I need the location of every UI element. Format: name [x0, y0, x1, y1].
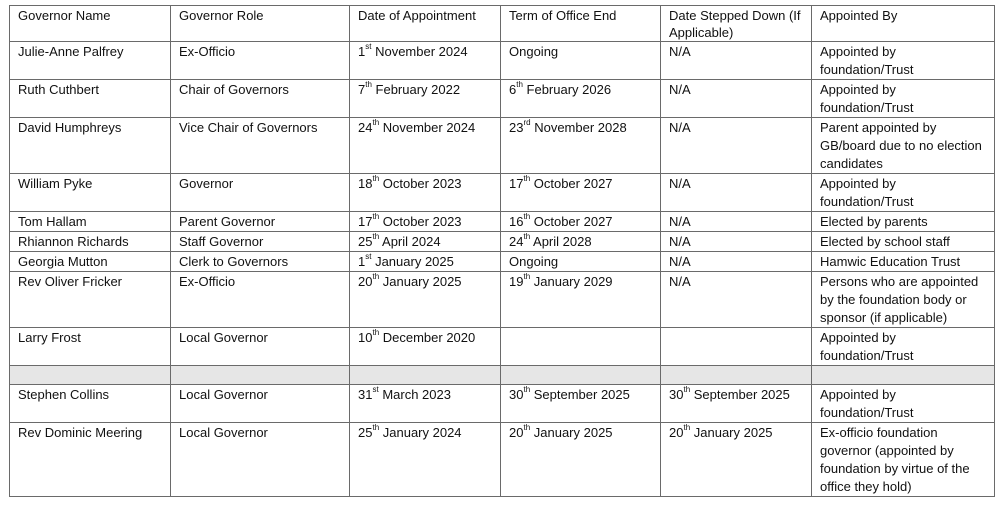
- governor-role-text: Ex-Officio: [179, 44, 236, 59]
- governor-role-text: Clerk to Governors: [179, 254, 289, 269]
- date-ordinal-suffix: th: [372, 272, 380, 281]
- appointed-by: [812, 42, 995, 80]
- governor-role: [171, 174, 350, 212]
- governor-name-text: Rev Oliver Fricker: [18, 274, 123, 289]
- document-page: [9, 5, 995, 497]
- governor-role-text: Staff Governor: [179, 234, 264, 249]
- date-rest: January 2025: [371, 254, 454, 269]
- governor-name: [10, 272, 171, 328]
- appointed-by: [812, 80, 995, 118]
- date-ordinal-suffix: st: [365, 252, 372, 261]
- date-stepped-down: [661, 272, 812, 328]
- governor-name: [10, 118, 171, 174]
- date-of-appointment: [350, 252, 501, 272]
- header-term-of-office-end: Term of Office End: [501, 6, 661, 42]
- date-rest: January 2025: [530, 425, 613, 440]
- date-ordinal-suffix: th: [372, 232, 380, 241]
- appointed-by: [812, 212, 995, 232]
- date-rest: N/A: [669, 274, 691, 289]
- governor-name: [10, 212, 171, 232]
- date-rest: N/A: [669, 254, 691, 269]
- appointed-by-text: Appointed by foundation/Trust: [820, 82, 914, 115]
- date-ordinal-suffix: th: [523, 272, 531, 281]
- date-day: 25: [358, 425, 373, 440]
- governor-name: [10, 423, 171, 497]
- date-ordinal-suffix: th: [523, 174, 531, 183]
- date-rest: Ongoing: [509, 44, 559, 59]
- term-of-office-end: [501, 118, 661, 174]
- date-rest: N/A: [669, 176, 691, 191]
- term-of-office-end: [501, 80, 661, 118]
- term-of-office-end: [501, 212, 661, 232]
- table-row: [10, 212, 995, 232]
- governor-role: [171, 272, 350, 328]
- term-of-office-end: [501, 328, 661, 366]
- appointed-by: [812, 252, 995, 272]
- governor-name: [10, 80, 171, 118]
- date-of-appointment: [350, 232, 501, 252]
- date-of-appointment: [350, 272, 501, 328]
- date-rest: December 2020: [379, 330, 476, 345]
- date-ordinal-suffix: th: [372, 212, 380, 221]
- term-of-office-end: [501, 385, 661, 423]
- date-day: 20: [669, 425, 684, 440]
- date-ordinal-suffix: th: [372, 423, 380, 432]
- governor-name: [10, 328, 171, 366]
- appointed-by-text: Elected by parents: [820, 214, 928, 229]
- appointed-by: [812, 174, 995, 212]
- governor-name: [10, 174, 171, 212]
- header-date-stepped-down: Date Stepped Down (If Applicable): [661, 6, 812, 42]
- date-ordinal-suffix: rd: [523, 118, 531, 127]
- appointed-by-text: Appointed by foundation/Trust: [820, 44, 914, 77]
- date-day: 20: [358, 274, 373, 289]
- appointed-by-text: Elected by school staff: [820, 234, 950, 249]
- date-ordinal-suffix: th: [523, 423, 531, 432]
- appointed-by-text: Appointed by foundation/Trust: [820, 176, 914, 209]
- appointed-by: [812, 232, 995, 252]
- term-of-office-end: [501, 42, 661, 80]
- table-row: [10, 42, 995, 80]
- table-row: [10, 174, 995, 212]
- date-stepped-down: [661, 80, 812, 118]
- governor-role-text: Chair of Governors: [179, 82, 289, 97]
- governor-name-text: Tom Hallam: [18, 214, 87, 229]
- date-rest: October 2023: [379, 214, 462, 229]
- term-of-office-end: [501, 174, 661, 212]
- date-rest: November 2028: [530, 120, 627, 135]
- date-rest: January 2024: [379, 425, 462, 440]
- date-day: 31: [358, 387, 373, 402]
- appointed-by: [812, 385, 995, 423]
- date-ordinal-suffix: th: [372, 174, 380, 183]
- date-of-appointment: [350, 212, 501, 232]
- date-stepped-down: [661, 42, 812, 80]
- governor-role-text: Ex-Officio: [179, 274, 236, 289]
- date-ordinal-suffix: th: [683, 385, 691, 394]
- header-appointed-by: Appointed By: [812, 6, 995, 42]
- date-day: 1: [358, 254, 366, 269]
- date-rest: N/A: [669, 82, 691, 97]
- governor-role: [171, 423, 350, 497]
- governor-role-text: Local Governor: [179, 425, 268, 440]
- governor-name: [10, 385, 171, 423]
- date-rest: October 2027: [530, 176, 613, 191]
- governor-name-text: Rhiannon Richards: [18, 234, 129, 249]
- date-ordinal-suffix: st: [372, 385, 379, 394]
- date-of-appointment: [350, 423, 501, 497]
- date-day: 30: [509, 387, 524, 402]
- governor-name: [10, 42, 171, 80]
- date-stepped-down: [661, 212, 812, 232]
- date-rest: October 2023: [379, 176, 462, 191]
- governor-name-text: Julie-Anne Palfrey: [18, 44, 124, 59]
- governor-role: [171, 385, 350, 423]
- date-rest: Ongoing: [509, 254, 559, 269]
- date-rest: October 2027: [530, 214, 613, 229]
- date-day: 24: [358, 120, 373, 135]
- current-governors: [10, 42, 995, 366]
- date-rest: January 2025: [690, 425, 773, 440]
- date-rest: April 2024: [379, 234, 441, 249]
- date-day: 20: [509, 425, 524, 440]
- governor-name-text: Rev Dominic Meering: [18, 425, 143, 440]
- date-of-appointment: [350, 42, 501, 80]
- appointed-by: [812, 423, 995, 497]
- table-row: [10, 328, 995, 366]
- date-day: 19: [509, 274, 524, 289]
- governor-name-text: William Pyke: [18, 176, 93, 191]
- term-of-office-end: [501, 272, 661, 328]
- governor-role: [171, 80, 350, 118]
- governor-name-text: Ruth Cuthbert: [18, 82, 99, 97]
- appointed-by-text: Appointed by foundation/Trust: [820, 330, 914, 363]
- governor-role: [171, 328, 350, 366]
- date-stepped-down: [661, 423, 812, 497]
- governor-role: [171, 118, 350, 174]
- date-rest: February 2026: [522, 82, 612, 97]
- date-day: 17: [358, 214, 373, 229]
- date-day: 7: [358, 82, 366, 97]
- appointed-by: [812, 118, 995, 174]
- date-rest: N/A: [669, 234, 691, 249]
- table-row: [10, 232, 995, 252]
- governor-role-text: Governor: [179, 176, 234, 191]
- past-governors: [10, 385, 995, 497]
- term-of-office-end: [501, 232, 661, 252]
- date-day: 25: [358, 234, 373, 249]
- governor-name-text: Larry Frost: [18, 330, 81, 345]
- governor-name: [10, 252, 171, 272]
- date-stepped-down: [661, 174, 812, 212]
- separator-row: [10, 366, 995, 385]
- governor-name-text: David Humphreys: [18, 120, 122, 135]
- date-rest: January 2029: [530, 274, 613, 289]
- date-rest: November 2024: [379, 120, 476, 135]
- date-of-appointment: [350, 174, 501, 212]
- governor-role: [171, 212, 350, 232]
- term-of-office-end: [501, 252, 661, 272]
- date-ordinal-suffix: th: [516, 80, 523, 89]
- date-ordinal-suffix: th: [372, 328, 380, 337]
- date-rest: March 2023: [378, 387, 451, 402]
- governor-role: [171, 252, 350, 272]
- date-day: 18: [358, 176, 373, 191]
- date-day: 6: [509, 82, 517, 97]
- date-day: 23: [509, 120, 524, 135]
- date-day: 10: [358, 330, 373, 345]
- date-rest: September 2025: [530, 387, 630, 402]
- date-of-appointment: [350, 328, 501, 366]
- governor-role-text: Local Governor: [179, 330, 268, 345]
- date-day: 24: [509, 234, 524, 249]
- date-rest: N/A: [669, 44, 691, 59]
- date-stepped-down: [661, 328, 812, 366]
- date-ordinal-suffix: th: [523, 385, 531, 394]
- appointed-by-text: Appointed by foundation/Trust: [820, 387, 914, 420]
- date-ordinal-suffix: th: [523, 212, 531, 221]
- appointed-by-text: Persons who are appointed by the foundation body or sponsor (if applicable): [820, 274, 979, 325]
- header-row: [10, 6, 995, 42]
- date-of-appointment: [350, 385, 501, 423]
- governor-role-text: Parent Governor: [179, 214, 276, 229]
- table-row: [10, 423, 995, 497]
- header-date-of-appointment: Date of Appointment: [350, 6, 501, 42]
- date-ordinal-suffix: th: [365, 80, 372, 89]
- governor-name-text: Georgia Mutton: [18, 254, 108, 269]
- table-row: [10, 118, 995, 174]
- date-day: 17: [509, 176, 524, 191]
- governor-name: [10, 232, 171, 252]
- date-of-appointment: [350, 118, 501, 174]
- date-day: 1: [358, 44, 366, 59]
- appointed-by-text: Hamwic Education Trust: [820, 254, 961, 269]
- term-of-office-end: [501, 423, 661, 497]
- governor-role-text: Vice Chair of Governors: [179, 120, 318, 135]
- date-day: 16: [509, 214, 524, 229]
- date-stepped-down: [661, 385, 812, 423]
- date-ordinal-suffix: th: [372, 118, 380, 127]
- table-row: [10, 80, 995, 118]
- date-rest: November 2024: [371, 44, 468, 59]
- date-stepped-down: [661, 252, 812, 272]
- date-rest: February 2022: [371, 82, 461, 97]
- header-governor-name: Governor Name: [10, 6, 171, 42]
- table-row: [10, 272, 995, 328]
- header-governor-role: Governor Role: [171, 6, 350, 42]
- date-ordinal-suffix: th: [523, 232, 531, 241]
- date-rest: April 2028: [530, 234, 592, 249]
- governor-name-text: Stephen Collins: [18, 387, 110, 402]
- date-stepped-down: [661, 232, 812, 252]
- governor-role: [171, 232, 350, 252]
- governors-table: [9, 5, 995, 497]
- date-of-appointment: [350, 80, 501, 118]
- appointed-by-text: Ex-officio foundation governor (appointed by foundation by virtue of the office they hold): [820, 425, 970, 494]
- governor-role-text: Local Governor: [179, 387, 268, 402]
- date-day: 30: [669, 387, 684, 402]
- table-row: [10, 252, 995, 272]
- table-row: [10, 385, 995, 423]
- date-rest: January 2025: [379, 274, 462, 289]
- date-rest: N/A: [669, 120, 691, 135]
- appointed-by-text: Parent appointed by GB/board due to no election candidates: [820, 120, 982, 171]
- appointed-by: [812, 328, 995, 366]
- governor-role: [171, 42, 350, 80]
- appointed-by: [812, 272, 995, 328]
- date-rest: N/A: [669, 214, 691, 229]
- separator: [10, 366, 995, 385]
- date-stepped-down: [661, 118, 812, 174]
- date-rest: September 2025: [690, 387, 790, 402]
- date-ordinal-suffix: st: [365, 42, 372, 51]
- date-ordinal-suffix: th: [683, 423, 691, 432]
